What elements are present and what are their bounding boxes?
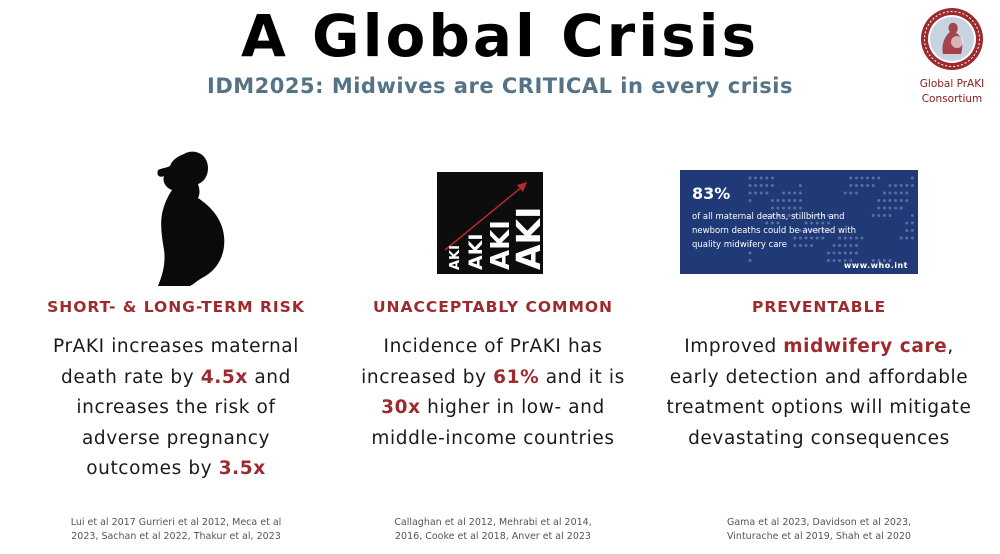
map-dot bbox=[883, 214, 886, 217]
map-dot bbox=[799, 199, 802, 202]
map-dot bbox=[905, 222, 908, 225]
map-dot bbox=[911, 184, 914, 187]
map-dot bbox=[889, 192, 892, 195]
aki-word-2: AKI bbox=[465, 233, 487, 270]
map-dot bbox=[749, 184, 752, 187]
map-dot bbox=[855, 192, 858, 195]
map-dot bbox=[849, 192, 852, 195]
map-dot bbox=[749, 177, 752, 180]
risk-heading: SHORT- & LONG-TERM RISK bbox=[47, 298, 305, 316]
risk-body-highlight: 3.5x bbox=[218, 458, 266, 479]
map-dot bbox=[765, 177, 768, 180]
who-url: www.who.int bbox=[843, 261, 908, 270]
map-dot bbox=[793, 192, 796, 195]
common-body bbox=[338, 332, 648, 454]
map-dot bbox=[894, 199, 897, 202]
preventable-body bbox=[656, 332, 982, 454]
map-dot bbox=[911, 214, 914, 217]
map-dot bbox=[765, 184, 768, 187]
map-dot bbox=[861, 237, 864, 240]
logo-caption-line2: Consortium bbox=[921, 93, 983, 105]
rising-arrow-icon bbox=[437, 172, 548, 274]
map-dot bbox=[771, 177, 774, 180]
map-dot bbox=[905, 237, 908, 240]
risk-references bbox=[20, 516, 332, 544]
map-dot bbox=[905, 229, 908, 232]
map-dot bbox=[833, 259, 836, 262]
preventable-body-highlight: midwifery care bbox=[783, 336, 948, 357]
map-dot bbox=[894, 207, 897, 210]
map-dot bbox=[900, 237, 903, 240]
map-dot bbox=[911, 229, 914, 232]
map-dot bbox=[782, 192, 785, 195]
map-dot bbox=[754, 177, 757, 180]
map-dot bbox=[827, 259, 830, 262]
map-dot bbox=[905, 199, 908, 202]
who-percent: 83% bbox=[692, 184, 731, 203]
risk-body-seg: PrAKI increases maternal death rate by bbox=[53, 336, 299, 388]
map-dot bbox=[749, 199, 752, 202]
map-dot bbox=[911, 237, 914, 240]
preventable-heading: PREVENTABLE bbox=[751, 298, 887, 316]
map-dot bbox=[782, 199, 785, 202]
common-body-highlight: 30x bbox=[381, 397, 421, 418]
map-dot bbox=[760, 192, 763, 195]
map-dot bbox=[866, 177, 869, 180]
aki-word-3: AKI bbox=[486, 220, 516, 270]
map-dot bbox=[855, 184, 858, 187]
map-dot bbox=[754, 184, 757, 187]
who-statistic-card bbox=[680, 170, 918, 274]
map-dot bbox=[911, 177, 914, 180]
page-subtitle: IDM2025: Midwives are CRITICAL in every crisis bbox=[207, 74, 793, 98]
map-dot bbox=[911, 222, 914, 225]
map-dot bbox=[905, 184, 908, 187]
map-dot bbox=[838, 259, 841, 262]
map-dot bbox=[877, 199, 880, 202]
logo-caption-line1: Global PrAKI bbox=[919, 78, 985, 90]
map-dot bbox=[877, 214, 880, 217]
common-body-highlight: 61% bbox=[493, 366, 540, 388]
map-dot bbox=[849, 184, 852, 187]
map-dot bbox=[861, 177, 864, 180]
map-dot bbox=[749, 192, 752, 195]
common-body-seg: and it is bbox=[539, 366, 625, 388]
map-dot bbox=[788, 192, 791, 195]
common-ref-line: 2016, Cooke et al 2018, Anver et al 2023 bbox=[395, 531, 591, 542]
map-dot bbox=[889, 214, 892, 217]
map-dot bbox=[872, 184, 875, 187]
map-dot bbox=[793, 199, 796, 202]
map-dot bbox=[894, 192, 897, 195]
map-dot bbox=[883, 192, 886, 195]
map-dot bbox=[760, 177, 763, 180]
preventable-body-seg: Improved bbox=[684, 336, 784, 357]
aki-word-4: AKI bbox=[509, 206, 548, 270]
map-dot bbox=[799, 192, 802, 195]
map-dot bbox=[799, 184, 802, 187]
risk-body bbox=[20, 332, 332, 485]
risk-body-highlight: 4.5x bbox=[200, 366, 248, 388]
map-dot bbox=[788, 199, 791, 202]
consortium-seal-icon bbox=[919, 6, 985, 72]
map-dot bbox=[905, 192, 908, 195]
preventable-references bbox=[656, 516, 982, 544]
map-dot bbox=[889, 184, 892, 187]
who-text: of all maternal deaths, stillbirth and newborn deaths could be averted with quality midwifery care bbox=[692, 212, 856, 250]
map-dot bbox=[849, 177, 852, 180]
preventable-ref-line: Gama et al 2023, Davidson et al 2023, bbox=[726, 517, 912, 528]
map-dot bbox=[855, 177, 858, 180]
map-dot bbox=[883, 207, 886, 210]
aki-rising-graphic bbox=[437, 172, 548, 274]
map-dot bbox=[866, 184, 869, 187]
map-dot bbox=[877, 207, 880, 210]
aki-word-1: AKI bbox=[448, 245, 463, 270]
preventable-body-seg: , early detection and affordable treatment options will mitigate devastating consequences bbox=[666, 336, 972, 449]
map-dot bbox=[883, 199, 886, 202]
map-dot bbox=[777, 199, 780, 202]
map-dot bbox=[877, 177, 880, 180]
map-dot bbox=[900, 207, 903, 210]
map-dot bbox=[861, 184, 864, 187]
map-dot bbox=[900, 199, 903, 202]
map-dot bbox=[900, 192, 903, 195]
map-dot bbox=[872, 177, 875, 180]
preventable-ref-line: Vinturache et al 2019, Shah et al 2020 bbox=[727, 531, 911, 542]
risk-ref-line: 2023, Sachan et al 2022, Thakur et al, 2023 bbox=[71, 531, 281, 542]
map-dot bbox=[844, 192, 847, 195]
common-body-seg: higher in low- and middle-income countries bbox=[371, 397, 615, 449]
map-dot bbox=[771, 184, 774, 187]
common-body-seg: Incidence of PrAKI has increased by bbox=[361, 336, 603, 388]
page-title: A Global Crisis bbox=[240, 2, 760, 70]
pregnant-silhouette-icon bbox=[132, 146, 252, 286]
map-dot bbox=[754, 192, 757, 195]
map-dot bbox=[765, 192, 768, 195]
risk-ref-line: Lui et al 2017 Gurrieri et al 2012, Meca et al bbox=[70, 517, 282, 528]
common-heading: UNACCEPTABLY COMMON bbox=[372, 298, 614, 316]
map-dot bbox=[889, 207, 892, 210]
map-dot bbox=[760, 184, 763, 187]
map-dot bbox=[749, 259, 752, 262]
map-dot bbox=[900, 184, 903, 187]
map-dot bbox=[889, 199, 892, 202]
map-dot bbox=[771, 199, 774, 202]
map-dot bbox=[894, 184, 897, 187]
common-references bbox=[338, 516, 648, 544]
risk-body-seg: and increases the risk of adverse pregnancy outcomes by bbox=[76, 366, 291, 479]
consortium-logo bbox=[908, 6, 996, 106]
common-ref-line: Callaghan et al 2012, Mehrabi et al 2014, bbox=[394, 517, 592, 528]
map-dot bbox=[872, 214, 875, 217]
